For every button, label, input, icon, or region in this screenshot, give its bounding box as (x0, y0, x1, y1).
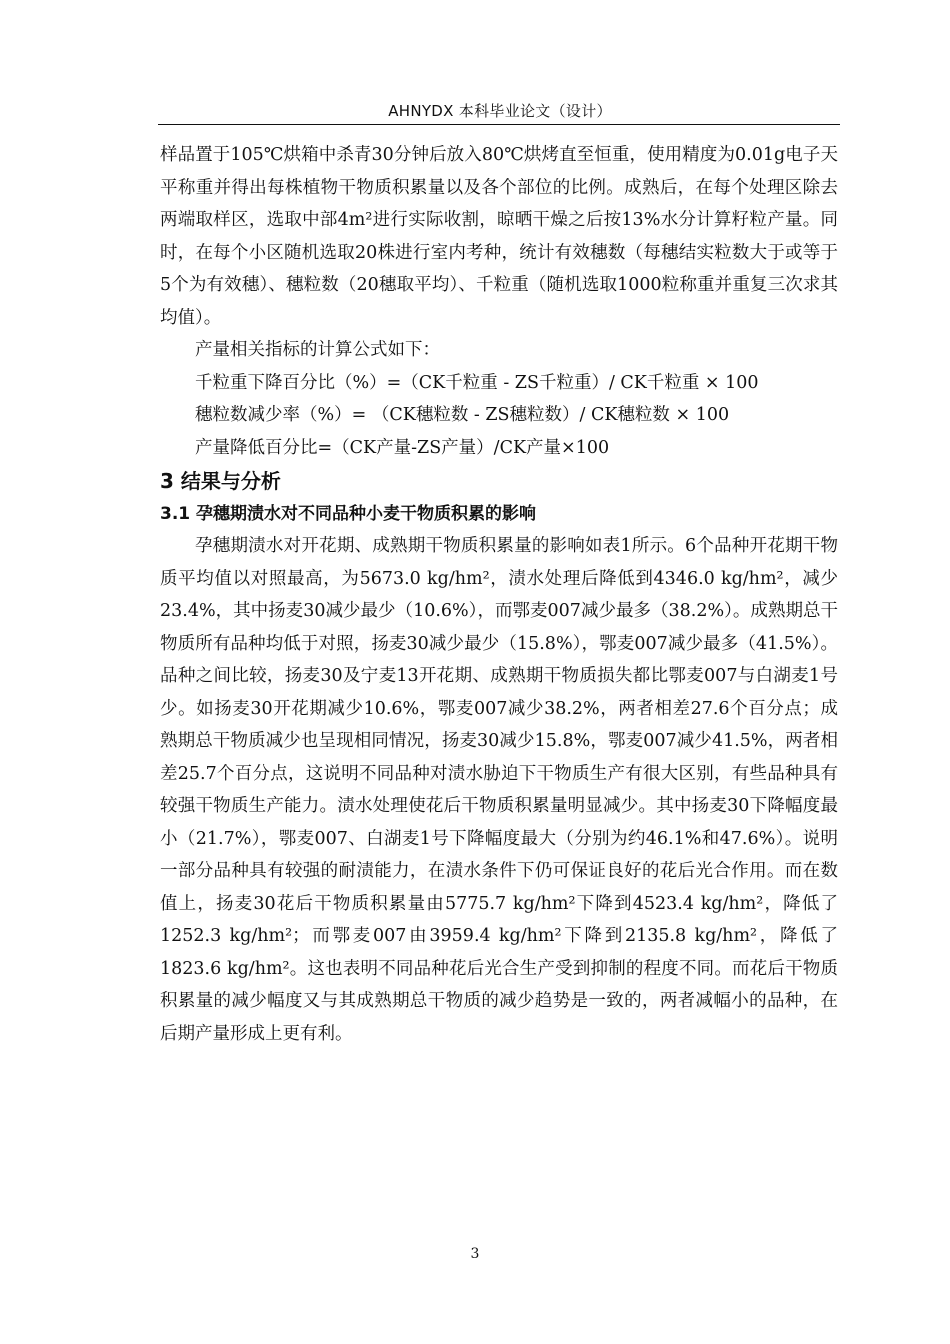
paragraph-sampling-method: 样品置于105℃烘箱中杀青30分钟后放入80℃烘烤直至恒重，使用精度为0.01g电子天平称重并得出每株植物干物质积累量以及各个部位的比例。成熟后，在每个处理区除去两端取样区，选取中部4m²进行实际收割，晾晒干燥之后按13%水分计算籽粒产量。同时，在每个小区随机选取20株进行室内考种，统计有效穗数（每穗结实粒数大于或等于5个为有效穗）、穗粒数（20穗取平均）、千粒重（随机选取1000粒称重并重复三次求其均值）。 (160, 145, 838, 328)
formula-grains-per-spike: 穗粒数减少率（%）= （CK穗粒数 - ZS穗粒数）/ CK穗粒数 × 100 (195, 405, 730, 425)
section-heading: 3 结果与分析 (160, 469, 281, 493)
formula-grain-weight: 千粒重下降百分比（%）=（CK千粒重 - ZS千粒重）/ CK千粒重 × 100 (195, 372, 759, 393)
running-header: AHNYDX 本科毕业论文（设计） (388, 102, 612, 120)
page-number: 3 (470, 1246, 480, 1262)
paragraph-results: 孕穗期渍水对开花期、成熟期干物质积累量的影响如表1所示。6个品种开花期干物质平均值以对照最高，为5673.0 kg/hm²，渍水处理后降低到4346.0 kg/hm²，减少23.4%，其中扬麦30减少最少（10.6%），而鄂麦007减少最多（38.2%）。成熟期总干物质所有品种均低于对照，扬麦30减少最少（15.8%），鄂麦007减少最多（41.5%）。品种之间比较，扬麦30及宁麦13开花期、成熟期干物质损失都比鄂麦007与白湖麦1号少。如扬麦30开花期减少10.6%，鄂麦007减少38.2%，两者相差27.6个百分点；成熟期总干物质减少也呈现相同情况，扬麦30减少15.8%，鄂麦007减少41.5%，两者相差25.7个百分点，这说明不同品种对渍水胁迫下干物质生产有很大区别，有些品种具有较强干物质生产能力。渍水处理使花后干物质积累量明显减少。其中扬麦30下降幅度最小（21.7%），鄂麦007、白湖麦1号下降幅度最大（分别为约46.1%和47.6%）。说明一部分品种具有较强的耐渍能力，在渍水条件下仍可保证良好的花后光合作用。而在数值上，扬麦30花后干物质积累量由5775.7 kg/hm²下降到4523.4 kg/hm²，降低了1252.3 kg/hm²；而鄂麦007由3959.4 kg/hm²下降到2135.8 kg/hm²，降低了1823.6 kg/hm²。这也表明不同品种花后光合生产受到抑制的程度不同。而花后干物质积累量的减少幅度又与其成熟期总干物质的减少趋势是一致的，两者减幅小的品种，在后期产量形成上更有利。 (160, 536, 838, 1044)
formula-yield-reduction: 产量降低百分比=（CK产量-ZS产量）/CK产量×100 (195, 437, 610, 458)
header-rule (158, 124, 840, 125)
body-text (160, 139, 838, 1050)
subsection-heading: 3.1 孕穗期渍水对不同品种小麦干物质积累的影响 (160, 504, 537, 524)
paragraph-formula-intro: 产量相关指标的计算公式如下： (195, 340, 440, 360)
